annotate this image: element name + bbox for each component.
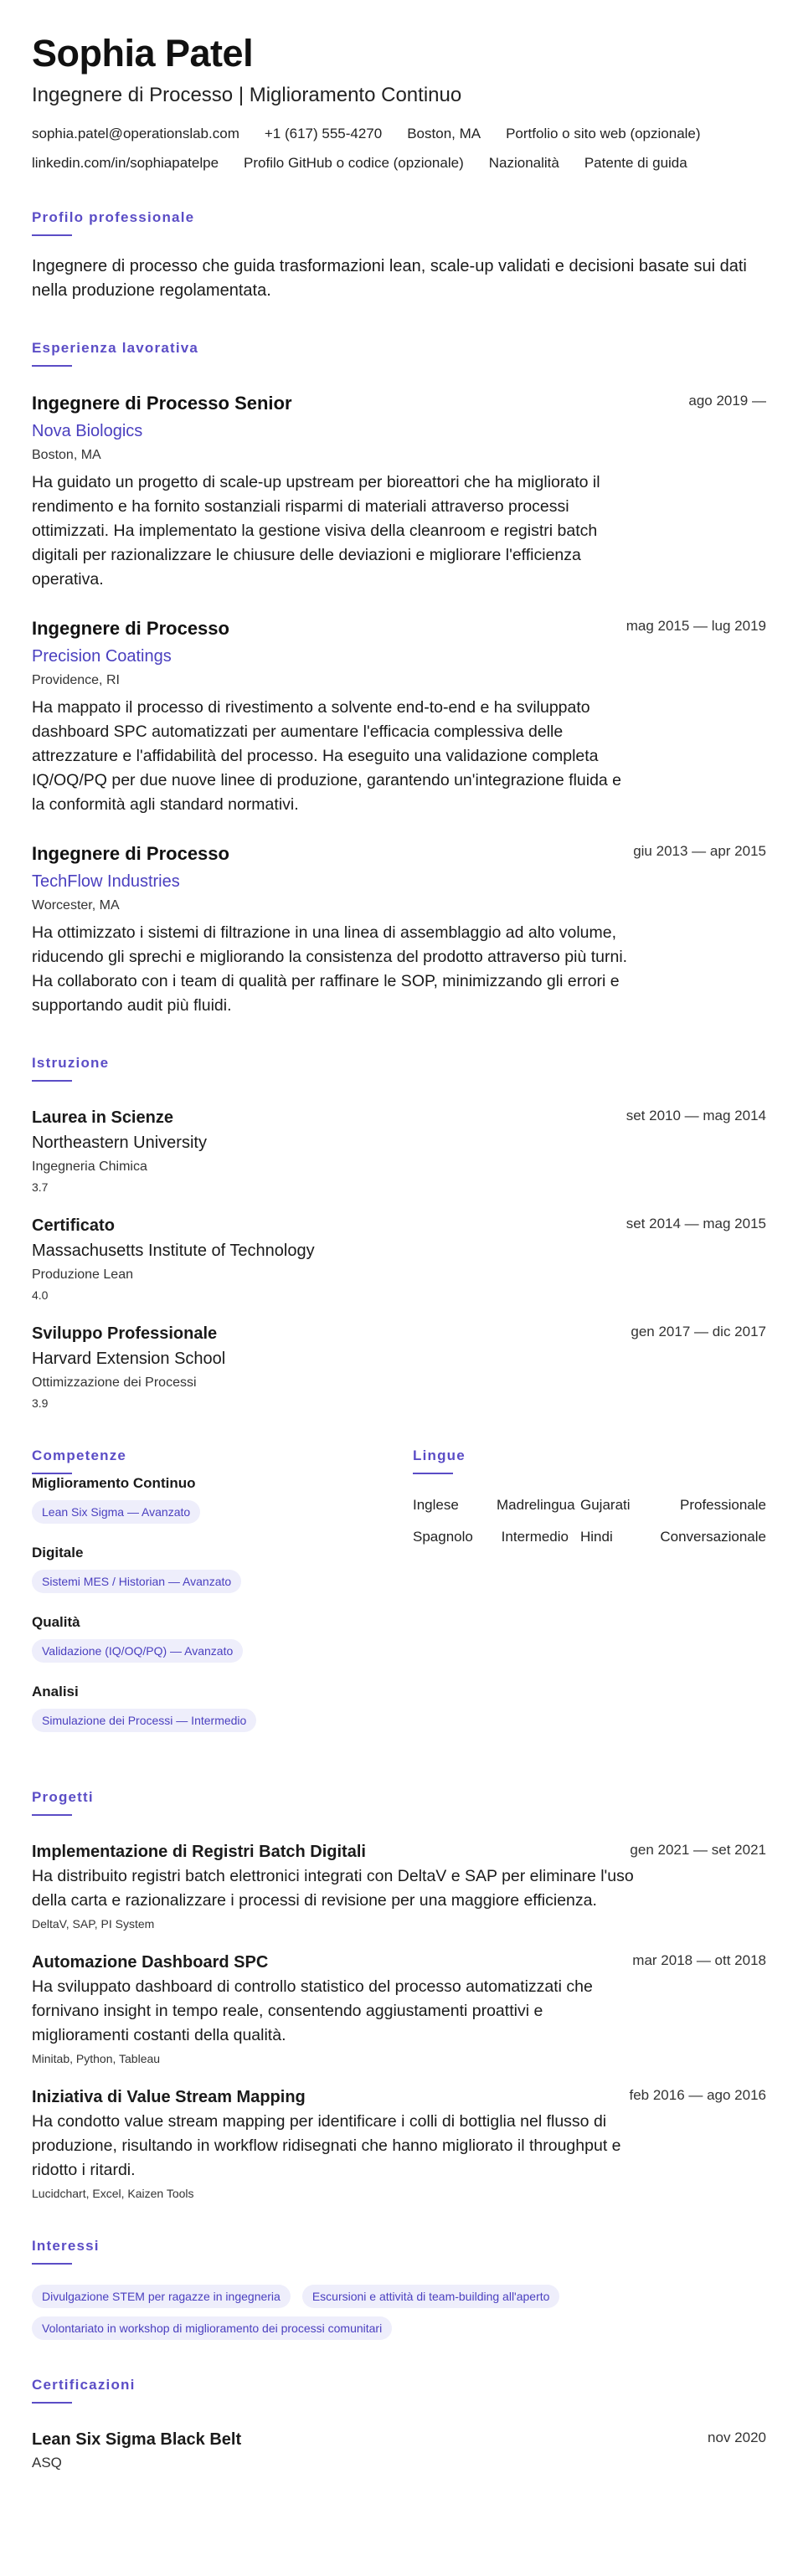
section-title: Certificazioni [32,2377,136,2393]
education-section [32,1055,766,1411]
company-name: Nova Biologics [32,422,143,440]
project-item [32,1951,766,2066]
section-divider [32,2402,72,2404]
job-location: Boston, MA [32,448,101,462]
contact-email[interactable]: sophia.patel@operationslab.com [32,126,239,141]
section-divider [32,1080,72,1082]
education-dates: gen 2017 — dic 2017 [631,1324,766,1339]
language-list [413,1496,766,1546]
gpa: 4.0 [32,1288,49,1302]
project-tech: DeltaV, SAP, PI System [32,1917,155,1931]
job-title: Ingegnere di Processo Senior [32,393,292,414]
certification-issuer: ASQ [32,2455,62,2471]
contact-location: Boston, MA [407,126,481,141]
section-title: Interessi [32,2238,100,2254]
skill-group [32,1683,413,1732]
section-divider [32,2263,72,2265]
contact-github[interactable]: Profilo GitHub o codice (opzionale) [244,155,464,171]
project-name: Implementazione di Registri Batch Digitali [32,1843,366,1861]
skill-group [32,1544,413,1593]
candidate-headline: Ingegnere di Processo | Miglioramento Continuo [32,84,462,106]
job-description: Ha ottimizzato i sistemi di filtrazione in una linea di assemblaggio ad alto volume, riducendo gli sprechi e migliorando la consistenza del prodotto attraverso più turni. Ha collaborato con i team di qualità per raffinare le SOP, minimizzando gli errori e supportando audit più fluidi. [32,923,628,1015]
education-list [32,1107,766,1411]
school-name: Northeastern University [32,1134,207,1152]
school-name: Harvard Extension School [32,1350,226,1368]
skills-languages-row [32,1447,766,1752]
language-level: Intermedio [501,1529,569,1545]
section-divider [413,1473,453,1474]
job-location: Worcester, MA [32,898,120,913]
interest-list [32,2285,752,2340]
field-of-study: Produzione Lean [32,1267,133,1282]
job-dates: ago 2019 — [688,393,766,409]
project-item [32,1841,766,1931]
job-dates: giu 2013 — apr 2015 [633,843,766,859]
experience-item [32,392,766,592]
language-name: Hindi [580,1529,613,1545]
language-name: Gujarati [580,1497,631,1513]
education-dates: set 2014 — mag 2015 [626,1216,766,1231]
job-dates: mag 2015 — lug 2019 [626,618,766,634]
interests-section [32,2238,766,2340]
job-description: Ha guidato un progetto di scale-up upstream per bioreattori che ha migliorato il rendimento e ha fornito sostanziali risparmi di materiali attraverso processi ottimizzati. Ha implementato la gestione visiva della cleanroom e registri batch digitali per razionalizzare le chiusure delle deviazioni e migliorare l'efficienza operativa. [32,473,600,589]
language-level: Conversazionale [660,1529,766,1545]
interest-tag: Volontariato in workshop di miglioramento dei processi comunitari [32,2316,392,2340]
section-title: Istruzione [32,1055,110,1071]
certification-date: nov 2020 [708,2429,766,2445]
field-of-study: Ingegneria Chimica [32,1159,147,1174]
education-dates: set 2010 — mag 2014 [626,1108,766,1123]
certifications-section [32,2377,766,2472]
project-name: Iniziativa di Value Stream Mapping [32,2088,306,2106]
project-item [32,2086,766,2201]
experience-section [32,340,766,1018]
degree: Laurea in Scienze [32,1108,173,1127]
section-divider [32,1814,72,1816]
experience-list [32,392,766,1018]
contact-list [32,125,769,172]
section-title: Profilo professionale [32,209,195,225]
job-title: Ingegnere di Processo [32,618,229,639]
project-description: Ha sviluppato dashboard di controllo statistico del processo automatizzati che fornivano insight in tempo reale, consentendo aggiustamenti proattivi e miglioramenti costanti della qualità. [32,1977,593,2044]
project-dates: feb 2016 — ago 2016 [629,2087,766,2103]
interest-tag: Divulgazione STEM per ragazze in ingegneria [32,2285,291,2308]
skills-section [32,1447,413,1752]
job-description: Ha mappato il processo di rivestimento a solvente end-to-end e ha sviluppato dashboard SPC automatizzati per aumentare l'efficacia complessiva delle attrezzature e l'affidabilità del processo. Ha eseguito una validazione completa IQ/OQ/PQ per due nuove linee di produzione, garantendo un'integrazione fluida e la conformità agli standard normativi. [32,698,622,814]
skill-category: Miglioramento Continuo [32,1475,196,1491]
profile-section [32,209,766,303]
project-name: Automazione Dashboard SPC [32,1953,269,1972]
contact-phone[interactable]: +1 (617) 555-4270 [264,126,383,141]
project-description: Ha distribuito registri batch elettronici integrati con DeltaV e SAP per eliminare l'uso della carta e razionalizzare i processi di revisione per una maggiore efficienza. [32,1867,634,1910]
languages-section [413,1447,766,1752]
project-description: Ha condotto value stream mapping per identificare i colli di bottiglia nel flusso di produzione, risultando in workflow ridisegnati che hanno migliorato il throughput e ridotto i ritardi. [32,2112,621,2179]
skill-tag: Lean Six Sigma — Avanzato [32,1500,200,1524]
contact-linkedin[interactable]: linkedin.com/in/sophiapatelpe [32,155,219,171]
project-dates: mar 2018 — ott 2018 [632,1952,766,1968]
company-name: Precision Coatings [32,647,172,666]
section-title: Competenze [32,1447,127,1463]
skill-category: Analisi [32,1684,79,1699]
experience-item [32,617,766,817]
job-location: Providence, RI [32,673,120,687]
candidate-name: Sophia Patel [32,32,254,75]
interest-tag: Escursioni e attività di team-building all'aperto [302,2285,560,2308]
field-of-study: Ottimizzazione dei Processi [32,1375,197,1390]
project-tech: Minitab, Python, Tableau [32,2052,161,2065]
degree: Certificato [32,1216,115,1235]
section-title: Esperienza lavorativa [32,340,199,356]
skill-group [32,1474,413,1524]
skill-tag: Sistemi MES / Historian — Avanzato [32,1570,241,1593]
school-name: Massachusetts Institute of Technology [32,1242,315,1260]
project-tech: Lucidchart, Excel, Kaizen Tools [32,2187,194,2200]
experience-item [32,842,766,1018]
section-divider [32,234,72,236]
company-name: TechFlow Industries [32,872,180,891]
project-list [32,1841,766,2201]
skill-category: Digitale [32,1545,84,1561]
degree: Sviluppo Professionale [32,1324,218,1343]
contact-nationality: Nazionalità [488,155,559,171]
skill-tag: Simulazione dei Processi — Intermedio [32,1709,256,1732]
gpa: 3.7 [32,1180,49,1194]
skill-tag: Validazione (IQ/OQ/PQ) — Avanzato [32,1639,243,1663]
certification-item [32,2429,766,2472]
skill-group [32,1613,413,1663]
language-name: Spagnolo [413,1529,473,1545]
projects-section [32,1789,766,2201]
project-dates: gen 2021 — set 2021 [630,1842,766,1858]
certification-name: Lean Six Sigma Black Belt [32,2430,242,2449]
section-divider [32,365,72,367]
section-title: Lingue [413,1447,466,1463]
education-item [32,1323,766,1411]
gpa: 3.9 [32,1396,49,1410]
education-item [32,1215,766,1303]
certification-list [32,2429,766,2472]
contact-portfolio[interactable]: Portfolio o sito web (opzionale) [506,126,701,141]
education-item [32,1107,766,1195]
skill-category: Qualità [32,1614,80,1630]
language-level: Madrelingua [497,1497,575,1513]
job-title: Ingegnere di Processo [32,843,229,864]
section-title: Progetti [32,1789,94,1805]
language-level: Professionale [679,1497,766,1513]
language-name: Inglese [413,1497,459,1513]
profile-summary: Ingegnere di processo che guida trasformazioni lean, scale-up validati e decisioni basate sui dati nella produzione regolamentata. [32,257,747,300]
contact-driving-license: Patente di guida [584,155,687,171]
resume-header [32,32,766,172]
